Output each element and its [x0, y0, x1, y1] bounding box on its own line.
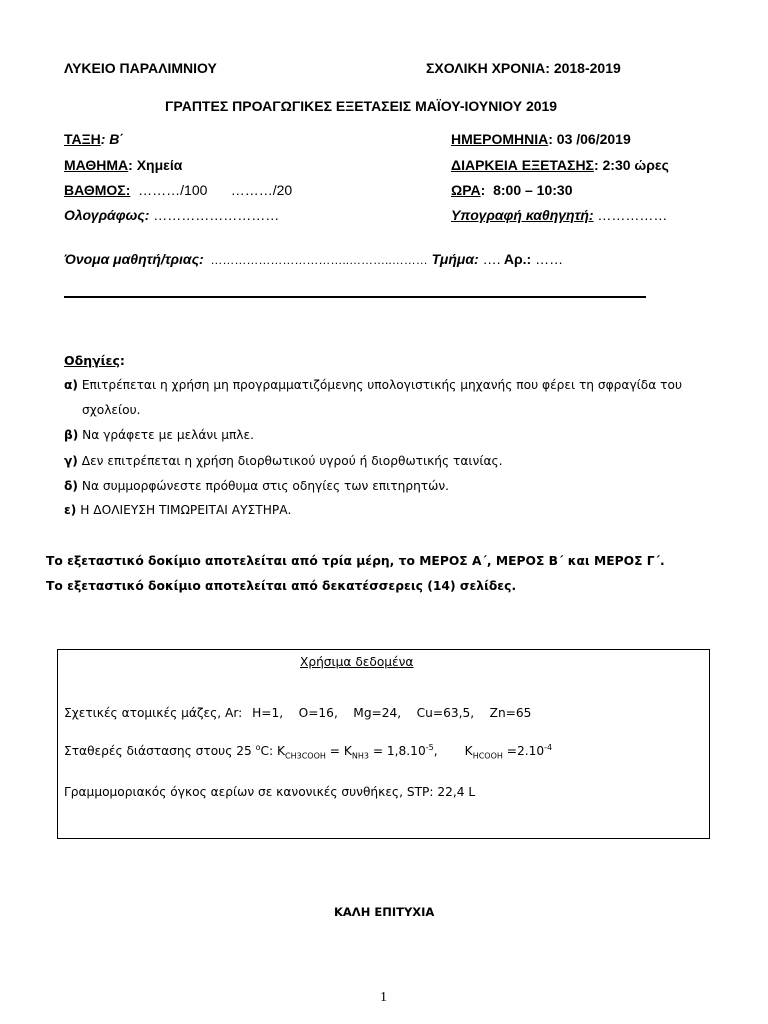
k2-subscript: NH3 [351, 751, 369, 761]
grade-field [64, 182, 292, 198]
instruction-item [64, 479, 449, 493]
subject-label: ΜΑΘΗΜΑ [64, 157, 129, 173]
instruction-text: Να γράφετε με μελάνι μπλε. [78, 428, 254, 442]
time-field [451, 182, 572, 198]
grade-value: ………/100 ………/20 [130, 182, 293, 198]
data-box-title: Χρήσιμα δεδομένα [300, 655, 414, 669]
degree-symbol: o [255, 743, 261, 752]
signature-label: Υπογραφή καθηγητή: [451, 207, 594, 223]
instruction-text: Δεν επιτρέπεται η χρήση διορθωτικού υγρού ή διορθωτικής ταινίας. [77, 454, 503, 468]
class-field [64, 131, 124, 147]
molar-volume-text: Γραμμομοριακός όγκος αερίων σε κανονικές συνθήκες [64, 785, 400, 799]
molar-volume-value: , STP: 22,4 L [399, 785, 476, 799]
class-value: : Β΄ [100, 131, 125, 147]
k2-exponent: -5 [425, 743, 434, 752]
date-label: ΗΜΕΡΟΜΗΝΙΑ [451, 131, 549, 147]
instruction-marker: γ) [64, 454, 78, 468]
student-value: ……………………………..………..……… [203, 253, 428, 267]
k3-prefix: , K [433, 744, 473, 759]
instruction-item [64, 428, 254, 442]
k1-subscript: CH3COOH [285, 751, 326, 761]
k2-value: = 1,8.10 [368, 744, 426, 759]
instruction-marker: ε) [64, 503, 77, 517]
structure-line-1: Το εξεταστικό δοκίμιο αποτελείται από τρία μέρη, το ΜΕΡΟΣ Α΄, ΜΕΡΟΣ Β΄ και ΜΕΡΟΣ Γ΄. [46, 554, 665, 568]
instructions-title-colon: : [119, 353, 125, 368]
exam-title: ΓΡΑΠΤΕΣ ΠΡΟΑΓΩΓΙΚΕΣ ΕΞΕΤΑΣΕΙΣ ΜΑΪΟΥ-ΙΟΥΝΙΟΥ 2019 [165, 98, 558, 114]
instruction-text: σχολείου. [82, 403, 141, 417]
k3-exponent: -4 [544, 743, 553, 752]
instruction-item [82, 403, 141, 417]
instructions-title-text: Οδηγίες [64, 353, 120, 368]
dissociation-constants [64, 743, 552, 761]
separator-line [64, 296, 646, 298]
good-luck: ΚΑΛΗ ΕΠΙΤΥΧΙΑ [334, 905, 435, 919]
subject-field [64, 157, 182, 173]
number-value: …… [531, 251, 564, 267]
grade-label: ΒΑΘΜΟΣ: [64, 182, 131, 198]
student-label: Όνομα μαθητή/τριας: [64, 251, 204, 267]
atomic-masses [64, 706, 531, 720]
school-name: ΛΥΚΕΙΟ ΠΑΡΑΛΙΜΝΙΟΥ [64, 60, 217, 76]
instruction-marker: δ) [64, 479, 78, 493]
instruction-text: Η ΔΟΛΙΕΥΣΗ ΤΙΜΩΡΕΙΤΑΙ ΑΥΣΤΗΡΑ. [76, 503, 292, 517]
school-year: ΣΧΟΛΙΚΗ ΧΡΟΝΙΑ: 2018-2019 [426, 60, 621, 76]
instruction-item [64, 378, 682, 392]
grade-words-label: Ολογράφως: [64, 207, 150, 223]
instruction-marker: β) [64, 428, 79, 442]
instruction-text: Επιτρέπεται η χρήση μη προγραμματιζόμενης υπολογιστικής μηχανής που φέρει τη σφραγίδα του [77, 378, 682, 392]
instruction-item [64, 454, 503, 468]
date-field [451, 131, 631, 147]
time-label: ΩΡΑ [451, 182, 481, 198]
page-number: 1 [380, 990, 387, 1005]
instruction-item [64, 503, 291, 517]
k-equals: = K [325, 744, 352, 759]
k3-value: =2.10 [502, 744, 545, 759]
grade-words-field [64, 207, 279, 223]
duration-label: ΔΙΑΡΚΕΙΑ ΕΞΕΤΑΣΗΣ [451, 157, 594, 173]
atomic-masses-label: Σχετικές ατομικές μάζες, Ar: [64, 706, 243, 720]
instruction-text: Να συμμορφώνεστε πρόθυμα στις οδηγίες των επιτηρητών. [77, 479, 450, 493]
section-label: Τμήμα: [431, 251, 479, 267]
k3-subscript: HCOOH [472, 751, 503, 761]
student-field [64, 251, 563, 267]
class-label: ΤΑΞΗ [64, 131, 101, 147]
signature-value: …………… [593, 207, 668, 223]
time-value: : 8:00 – 10:30 [480, 182, 573, 198]
structure-line-2: Το εξεταστικό δοκίμιο αποτελείται από δεκατέσσερεις (14) σελίδες. [46, 579, 517, 593]
grade-words-value: ……………………… [149, 207, 280, 223]
section-value: …. [478, 251, 501, 267]
instruction-marker: α) [64, 378, 78, 392]
signature-field [451, 207, 667, 223]
number-label: Αρ.: [503, 251, 532, 267]
constants-label: Σταθερές διάστασης στους 25 [64, 744, 256, 759]
duration-value: : 2:30 ώρες [593, 157, 669, 173]
date-value: : 03 /06/2019 [548, 131, 631, 147]
subject-value: : Χημεία [128, 157, 183, 173]
duration-field [451, 157, 669, 173]
atomic-masses-values: H=1, O=16, Mg=24, Cu=63,5, Zn=65 [252, 706, 532, 720]
instructions-title [64, 353, 125, 368]
constants-unit: C: K [260, 744, 286, 759]
molar-volume [64, 785, 475, 799]
